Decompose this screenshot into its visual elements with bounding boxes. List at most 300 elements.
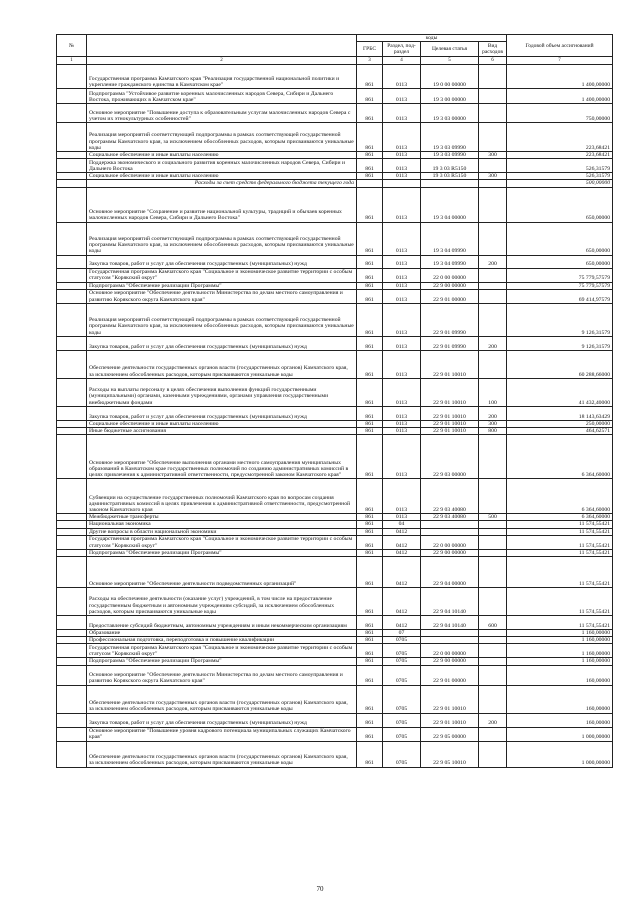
table-row [57, 521, 613, 528]
row-name: Основное мероприятие "Сохранение и развитие национальной культуры, традиций и обычаев коренных малочисленных народов Севера, Сибири и Дальнего Востока" [87, 187, 357, 222]
row-expense-type: 600 [479, 616, 507, 630]
row-expense-type: 200 [479, 406, 507, 420]
table-row [57, 637, 613, 644]
row-name: Иные бюджетные ассигнования [87, 428, 357, 435]
row-expense-type [479, 435, 507, 479]
row-target-article [421, 521, 479, 528]
row-razdel: 0705 [383, 644, 421, 658]
page-number: 70 [316, 885, 324, 893]
row-expense-type [479, 268, 507, 282]
row-razdel: 0705 [383, 658, 421, 665]
row-target-article: 19 3 00 00000 [421, 89, 479, 104]
row-target-article: 19 0 00 00000 [421, 65, 479, 89]
row-target-article: 19 3 04 09990 [421, 255, 479, 268]
row-razdel: 0113 [383, 89, 421, 104]
row-name: Профессиональная подготовка, переподготовка и повышение квалификации [87, 637, 357, 644]
header-codes: коды [357, 35, 507, 42]
row-name: Государственная программа Камчатского края "Социальное и экономическое развитие территории с особым статусом "Корякский округ" [87, 644, 357, 658]
row-number [57, 336, 87, 350]
table-row [57, 727, 613, 741]
row-name: Государственная программа Камчатского края "Реализация государственной национальной политики и укрепление гражданского единства в Камчатском крае" [87, 65, 357, 89]
row-razdel: 0113 [383, 187, 421, 222]
table-row [57, 435, 613, 479]
table-row [57, 187, 613, 222]
row-grbs: 861 [357, 741, 383, 767]
row-number [57, 289, 87, 303]
table-row [57, 479, 613, 514]
table-row [57, 557, 613, 588]
row-razdel: 0113 [383, 173, 421, 180]
row-razdel: 0113 [383, 222, 421, 255]
row-target-article: 19 3 03 R5150 [421, 159, 479, 173]
row-name: Реализация мероприятий соответствующей подпрограммы в рамках соответствующей государственной программы Камчатского края, за исключением обособленных расходов, которым присваиваются уникальные коды [87, 222, 357, 255]
row-name: Подпрограмма "Обеспечение реализации Программы" [87, 658, 357, 665]
row-grbs: 861 [357, 222, 383, 255]
header-grbs: ГРБС [357, 42, 383, 57]
row-expense-type [479, 282, 507, 289]
row-grbs: 861 [357, 152, 383, 159]
row-razdel: 0113 [383, 428, 421, 435]
row-expense-type [479, 104, 507, 123]
row-name: Обеспечение деятельности государственных органов власти (государственных органов) Камчатского края, за исключением обособленных расходов, которым присваиваются уникальные коды [87, 350, 357, 378]
row-grbs: 861 [357, 727, 383, 741]
row-amount: 11 574,55421 [507, 521, 613, 528]
row-name: Государственная программа Камчатского края "Социальное и экономическое развитие территории с особым статусом "Корякский округ" [87, 268, 357, 282]
row-amount: 250,00000 [507, 420, 613, 427]
row-grbs: 861 [357, 282, 383, 289]
row-expense-type [479, 350, 507, 378]
row-expense-type [479, 89, 507, 104]
row-name: Закупка товаров, работ и услуг для обеспечения государственных (муниципальных) нужд [87, 713, 357, 727]
row-razdel: 0113 [383, 350, 421, 378]
row-grbs: 861 [357, 255, 383, 268]
row-number [57, 479, 87, 514]
row-razdel: 0412 [383, 549, 421, 556]
table-row [57, 658, 613, 665]
row-razdel: 0113 [383, 255, 421, 268]
row-amount: 75 779,57579 [507, 268, 613, 282]
row-grbs: 861 [357, 630, 383, 637]
table-row [57, 104, 613, 123]
table-row [57, 65, 613, 89]
row-number [57, 535, 87, 549]
row-target-article: 22 0 00 00000 [421, 535, 479, 549]
row-target-article: 19 3 04 00000 [421, 187, 479, 222]
row-amount: 223,68421 [507, 123, 613, 152]
colnum: 5 [421, 57, 479, 65]
row-razdel: 0705 [383, 637, 421, 644]
table-row [57, 420, 613, 427]
budget-table [56, 34, 613, 768]
row-grbs: 861 [357, 428, 383, 435]
row-name: Реализация мероприятий соответствующей подпрограммы в рамках соответствующей государственной программы Камчатского края, за исключением обособленных расходов, которым присваиваются уникальные коды [87, 123, 357, 152]
row-grbs: 861 [357, 528, 383, 535]
row-grbs: 861 [357, 644, 383, 658]
row-number [57, 549, 87, 556]
row-grbs: 861 [357, 514, 383, 521]
colnum: 6 [479, 57, 507, 65]
row-amount: 1 000,00000 [507, 741, 613, 767]
row-target-article: 22 9 00 00000 [421, 282, 479, 289]
table-row [57, 535, 613, 549]
table-row [57, 173, 613, 180]
row-grbs: 861 [357, 289, 383, 303]
row-target-article: 22 9 01 10010 [421, 713, 479, 727]
row-name: Закупка товаров, работ и услуг для обеспечения государственных (муниципальных) нужд [87, 336, 357, 350]
row-expense-type [479, 528, 507, 535]
row-name: Межбюджетные трансферты [87, 514, 357, 521]
row-grbs: 861 [357, 350, 383, 378]
table-row [57, 282, 613, 289]
row-expense-type: 200 [479, 255, 507, 268]
table-row [57, 350, 613, 378]
row-grbs [357, 180, 383, 187]
row-name: Поддержка экономического и социального развития коренных малочисленных народов Севера, Сибири и Дальнего Востока [87, 159, 357, 173]
row-grbs: 861 [357, 521, 383, 528]
row-number [57, 378, 87, 406]
row-number [57, 173, 87, 180]
row-razdel: 0705 [383, 741, 421, 767]
header-no: № [57, 35, 87, 57]
row-grbs: 861 [357, 65, 383, 89]
row-number [57, 741, 87, 767]
row-amount: 41 432,40000 [507, 378, 613, 406]
row-expense-type [479, 549, 507, 556]
table-row [57, 741, 613, 767]
header-name [87, 35, 357, 57]
row-expense-type [479, 123, 507, 152]
row-number [57, 420, 87, 427]
row-amount: 9 126,31579 [507, 336, 613, 350]
row-amount: 650,00000 [507, 187, 613, 222]
table-row [57, 428, 613, 435]
row-razdel: 0113 [383, 435, 421, 479]
row-razdel: 0705 [383, 727, 421, 741]
row-grbs: 861 [357, 173, 383, 180]
row-name: Закупка товаров, работ и услуг для обеспечения государственных (муниципальных) нужд [87, 255, 357, 268]
row-target-article: 22 9 00 00000 [421, 658, 479, 665]
row-name: Социальное обеспечение и иные выплаты населению [87, 420, 357, 427]
row-grbs: 861 [357, 637, 383, 644]
row-amount: 223,68421 [507, 152, 613, 159]
row-expense-type [479, 588, 507, 616]
row-razdel: 0113 [383, 104, 421, 123]
row-expense-type [479, 180, 507, 187]
row-amount: 160,00000 [507, 665, 613, 685]
row-razdel: 0113 [383, 303, 421, 336]
row-target-article: 19 3 03 00000 [421, 104, 479, 123]
row-amount: 1 000,00000 [507, 727, 613, 741]
row-razdel: 0412 [383, 616, 421, 630]
row-grbs: 861 [357, 406, 383, 420]
row-number [57, 180, 87, 187]
table-row [57, 255, 613, 268]
row-number [57, 350, 87, 378]
table-row [57, 180, 613, 187]
row-number [57, 665, 87, 685]
table-row [57, 336, 613, 350]
table-row [57, 713, 613, 727]
row-amount: 1 160,00000 [507, 658, 613, 665]
column-number-row [57, 57, 613, 65]
row-number [57, 644, 87, 658]
row-target-article [421, 637, 479, 644]
row-grbs: 861 [357, 616, 383, 630]
row-expense-type [479, 65, 507, 89]
row-number [57, 588, 87, 616]
row-target-article: 22 9 04 00000 [421, 557, 479, 588]
row-target-article: 22 0 00 00000 [421, 644, 479, 658]
row-grbs: 861 [357, 89, 383, 104]
row-number [57, 152, 87, 159]
row-grbs: 861 [357, 303, 383, 336]
row-amount: 1 160,00000 [507, 637, 613, 644]
row-expense-type [479, 665, 507, 685]
row-razdel: 0113 [383, 282, 421, 289]
row-amount: 1 400,00000 [507, 89, 613, 104]
row-grbs: 861 [357, 685, 383, 713]
row-target-article: 22 9 01 10010 [421, 420, 479, 427]
row-razdel: 0113 [383, 268, 421, 282]
row-number [57, 255, 87, 268]
row-expense-type [479, 644, 507, 658]
row-grbs: 861 [357, 159, 383, 173]
row-amount: 11 574,55421 [507, 535, 613, 549]
row-razdel: 0412 [383, 557, 421, 588]
header-target: Целевая статья [421, 42, 479, 57]
table-row [57, 528, 613, 535]
row-expense-type: 800 [479, 428, 507, 435]
row-razdel: 0113 [383, 65, 421, 89]
row-grbs: 861 [357, 557, 383, 588]
row-expense-type: 500 [479, 514, 507, 521]
row-amount: 1 160,00000 [507, 644, 613, 658]
row-name: Обеспечение деятельности государственных органов власти (государственных органов) Камчатского края, за исключением обособленных расходов, которым присваиваются уникальные коды [87, 741, 357, 767]
row-name: Расходы за счет средств федерального бюджета текущего года [87, 180, 357, 187]
row-expense-type [479, 685, 507, 713]
row-number [57, 616, 87, 630]
row-number [57, 89, 87, 104]
table-row [57, 289, 613, 303]
row-target-article: 22 9 05 10010 [421, 741, 479, 767]
row-amount: 11 574,55421 [507, 588, 613, 616]
colnum: 4 [383, 57, 421, 65]
row-number [57, 521, 87, 528]
row-razdel: 0412 [383, 588, 421, 616]
row-name: Обеспечение деятельности государственных органов власти (государственных органов) Камчатского края, за исключением обособленных расходов, которым присваиваются уникальные коды [87, 685, 357, 713]
row-name: Подпрограмма "Устойчивое развитие коренных малочисленных народов Севера, Сибири и Дальнего Востока, проживающих в Камчатском крае" [87, 89, 357, 104]
row-number [57, 428, 87, 435]
row-razdel: 0113 [383, 152, 421, 159]
row-name: Основное мероприятие "Повышение доступа к образовательным услугам малочисленных народов Севера с учетом их этнокультурных особенностей" [87, 104, 357, 123]
row-target-article: 22 9 03 00000 [421, 435, 479, 479]
row-razdel: 0113 [383, 289, 421, 303]
row-grbs: 861 [357, 549, 383, 556]
row-target-article: 22 9 05 00000 [421, 727, 479, 741]
row-grbs: 861 [357, 665, 383, 685]
row-name: Социальное обеспечение и иные выплаты населению [87, 173, 357, 180]
row-name: Социальное обеспечение и иные выплаты населению [87, 152, 357, 159]
table-row [57, 630, 613, 637]
row-grbs: 861 [357, 713, 383, 727]
row-expense-type [479, 159, 507, 173]
row-target-article: 22 0 00 00000 [421, 268, 479, 282]
row-target-article: 22 9 04 10140 [421, 588, 479, 616]
row-expense-type [479, 303, 507, 336]
row-amount: 11 574,55421 [507, 549, 613, 556]
row-expense-type [479, 289, 507, 303]
row-number [57, 65, 87, 89]
row-expense-type [479, 658, 507, 665]
header-razdel: Раздел, под-раздел [383, 42, 421, 57]
row-target-article: 22 9 00 00000 [421, 549, 479, 556]
colnum: 3 [357, 57, 383, 65]
row-amount: 11 574,55421 [507, 557, 613, 588]
colnum: 7 [507, 57, 613, 65]
row-grbs: 861 [357, 336, 383, 350]
table-row [57, 616, 613, 630]
row-target-article [421, 180, 479, 187]
row-amount: 160,00000 [507, 713, 613, 727]
row-amount: 69 414,97579 [507, 289, 613, 303]
row-razdel: 0113 [383, 479, 421, 514]
row-name: Субвенции на осуществление государственных полномочий Камчатского края по вопросам создания административных комиссий в целях привлечения к административной ответственности, предусмотренной законом Камчатского края [87, 479, 357, 514]
row-target-article: 19 3 03 R5150 [421, 173, 479, 180]
row-target-article: 22 9 01 09990 [421, 336, 479, 350]
row-amount: 464,62571 [507, 428, 613, 435]
row-expense-type: 200 [479, 713, 507, 727]
row-grbs: 861 [357, 588, 383, 616]
row-expense-type: 300 [479, 173, 507, 180]
row-amount: 750,00000 [507, 104, 613, 123]
row-razdel: 0113 [383, 378, 421, 406]
row-name: Национальная экономика [87, 521, 357, 528]
row-amount: 526,31579 [507, 173, 613, 180]
row-number [57, 222, 87, 255]
row-expense-type: 200 [479, 336, 507, 350]
row-number [57, 104, 87, 123]
row-name: Основное мероприятие "Обеспечение выполнения органами местного самоуправления муниципальных образований в Камчатском крае государственных полномочий по созданию административных комиссий в целях привлечения к административной ответственности, предусмотренной законом Камчатского края" [87, 435, 357, 479]
row-number [57, 630, 87, 637]
row-name: Государственная программа Камчатского края "Социальное и экономическое развитие территории с особым статусом "Корякский округ" [87, 535, 357, 549]
row-number [57, 268, 87, 282]
row-target-article: 19 3 03 09990 [421, 152, 479, 159]
row-name: Закупка товаров, работ и услуг для обеспечения государственных (муниципальных) нужд [87, 406, 357, 420]
row-name: Расходы на выплаты персоналу в целях обеспечения выполнения функций государственными (муниципальными) органами, казенными учреждениями, органами управления государственными внебюджетными фондами [87, 378, 357, 406]
row-grbs: 861 [357, 658, 383, 665]
row-name: Подпрограмма "Обеспечение реализации Программы" [87, 549, 357, 556]
row-razdel: 0113 [383, 159, 421, 173]
row-name: Образование [87, 630, 357, 637]
row-target-article: 22 9 01 10010 [421, 406, 479, 420]
row-name: Основное мероприятие "Обеспечение деятельности Министерства по делам местного самоуправления и развитию Корякского округа Камчатского края" [87, 665, 357, 685]
row-expense-type [479, 741, 507, 767]
row-razdel: 0113 [383, 514, 421, 521]
row-number [57, 713, 87, 727]
table-row [57, 123, 613, 152]
row-expense-type [479, 727, 507, 741]
row-number [57, 685, 87, 713]
row-name: Предоставление субсидий бюджетным, автономным учреждениям и иным некоммерческим организациям [87, 616, 357, 630]
row-amount: 160,00000 [507, 685, 613, 713]
row-target-article: 22 9 01 00000 [421, 289, 479, 303]
row-amount: 650,00000 [507, 222, 613, 255]
row-razdel: 0412 [383, 528, 421, 535]
row-amount: 60 288,66000 [507, 350, 613, 378]
row-amount: 11 574,55421 [507, 528, 613, 535]
row-grbs: 861 [357, 268, 383, 282]
row-number [57, 557, 87, 588]
table-row [57, 588, 613, 616]
row-number [57, 514, 87, 521]
row-target-article: 22 9 03 40080 [421, 514, 479, 521]
row-amount: 650,00000 [507, 255, 613, 268]
row-number [57, 159, 87, 173]
row-razdel: 0113 [383, 123, 421, 152]
row-number [57, 123, 87, 152]
row-amount: 11 574,55421 [507, 616, 613, 630]
row-name: Другие вопросы в области национальной экономики [87, 528, 357, 535]
row-grbs: 861 [357, 187, 383, 222]
row-grbs: 861 [357, 123, 383, 152]
row-razdel: 0113 [383, 336, 421, 350]
table-row [57, 514, 613, 521]
row-razdel: 04 [383, 521, 421, 528]
table-row [57, 303, 613, 336]
row-expense-type: 300 [479, 420, 507, 427]
row-target-article: 19 3 04 09990 [421, 222, 479, 255]
row-number [57, 727, 87, 741]
row-expense-type [479, 187, 507, 222]
row-number [57, 637, 87, 644]
row-expense-type [479, 222, 507, 255]
row-name: Подпрограмма "Обеспечение реализации Программы" [87, 282, 357, 289]
colnum: 1 [57, 57, 87, 65]
row-number [57, 658, 87, 665]
row-expense-type [479, 479, 507, 514]
row-name: Основное мероприятие "Обеспечение деятельности Министерства по делам местного самоуправления и развитию Корякского округа Камчатского края" [87, 289, 357, 303]
row-amount: 75 779,57579 [507, 282, 613, 289]
row-grbs: 861 [357, 378, 383, 406]
row-expense-type [479, 637, 507, 644]
row-target-article: 22 9 01 00000 [421, 665, 479, 685]
row-amount: 500,00000 [507, 180, 613, 187]
table-row [57, 152, 613, 159]
row-razdel: 07 [383, 630, 421, 637]
row-amount: 1 160,00000 [507, 630, 613, 637]
row-number [57, 528, 87, 535]
row-expense-type: 300 [479, 152, 507, 159]
row-razdel: 0113 [383, 406, 421, 420]
row-expense-type [479, 521, 507, 528]
table-row [57, 549, 613, 556]
table-row [57, 406, 613, 420]
table-row [57, 685, 613, 713]
row-number [57, 406, 87, 420]
row-razdel: 0705 [383, 713, 421, 727]
table-row [57, 159, 613, 173]
table-row [57, 644, 613, 658]
row-grbs: 861 [357, 104, 383, 123]
table-row [57, 665, 613, 685]
row-amount: 6 364,60000 [507, 435, 613, 479]
row-target-article: 19 3 03 09990 [421, 123, 479, 152]
table-body [57, 65, 613, 768]
row-target-article: 22 9 01 10010 [421, 378, 479, 406]
header-amount: Годовой объем ассигнований [507, 35, 613, 57]
table-row [57, 378, 613, 406]
row-number [57, 303, 87, 336]
